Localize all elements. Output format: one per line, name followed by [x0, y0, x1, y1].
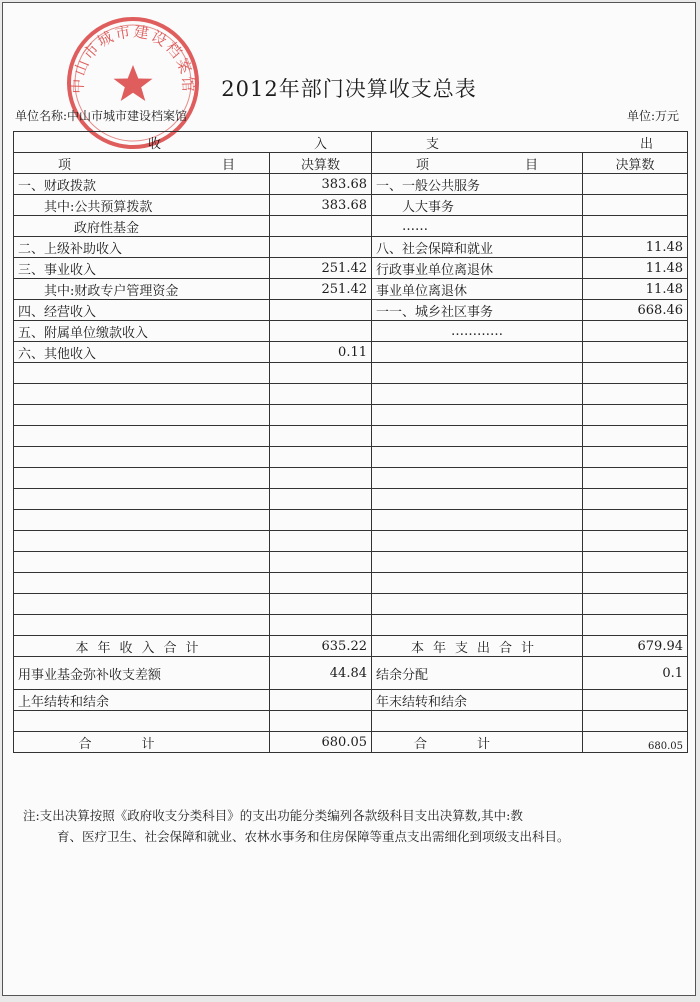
empty-row: [14, 711, 688, 732]
expense-item-header-right: 目: [524, 157, 538, 173]
footnote-line-1: 注:支出决算按照《政府收支分类科目》的支出功能分类编列各款级科目支出决算数,其中:教: [23, 808, 523, 823]
income-item-header: [14, 153, 270, 174]
income-item: 政府性基金: [14, 216, 270, 237]
expense-amount-header: 决算数: [583, 153, 688, 174]
expense-value: 11.48: [583, 237, 688, 258]
fund-row: [14, 657, 688, 690]
table-row: [14, 321, 688, 342]
footnote: [23, 805, 681, 847]
year-total-row: [14, 636, 688, 657]
income-item-header-right: 目: [221, 157, 235, 173]
surplus-distribution-label: 结余分配: [372, 657, 583, 690]
expense-item: 一一、城乡社区事务: [372, 300, 583, 321]
income-value: [270, 216, 372, 237]
income-value: 251.42: [270, 279, 372, 300]
empty-row: [14, 384, 688, 405]
grand-total-income-label: [14, 732, 270, 753]
table-row: [14, 258, 688, 279]
expense-item: 行政事业单位离退休: [372, 258, 583, 279]
expense-header-left: 支: [426, 136, 440, 152]
expense-section-header: [372, 132, 688, 153]
unit-name-label: 单位名称:: [15, 109, 68, 123]
carry-row: [14, 690, 688, 711]
expense-item: 八、社会保障和就业: [372, 237, 583, 258]
year-expense-total-label: 本年支出合计: [372, 636, 583, 657]
income-item: 一、财政拨款: [14, 174, 270, 195]
expense-item: [372, 342, 583, 363]
table-header-row-1: [14, 132, 688, 153]
prev-carry-label: 上年结转和结余: [14, 690, 270, 711]
empty-row: [14, 405, 688, 426]
income-header-right: 入: [313, 136, 327, 152]
expense-value: [583, 321, 688, 342]
svg-text:中山市城市建设档案馆: 中山市城市建设档案馆: [68, 22, 198, 94]
expense-value: [583, 342, 688, 363]
year-income-total-value: 635.22: [270, 636, 372, 657]
income-item: 其中:财政专户管理资金: [14, 279, 270, 300]
income-value: 0.11: [270, 342, 372, 363]
empty-row: [14, 573, 688, 594]
fund-label: 用事业基金弥补收支差额: [14, 657, 270, 690]
grand-total-expense-label: [372, 732, 583, 753]
year-income-total-label: 本年收入合计: [14, 636, 270, 657]
table-row: [14, 216, 688, 237]
grand-total-expense-value: 680.05: [583, 732, 688, 753]
currency-unit: 单位:万元: [626, 109, 679, 123]
expense-item-header: [372, 153, 583, 174]
income-item: 四、经营收入: [14, 300, 270, 321]
expense-value: [583, 174, 688, 195]
empty-row: [14, 447, 688, 468]
income-value: 383.68: [270, 195, 372, 216]
empty-row: [14, 615, 688, 636]
fund-value: 44.84: [270, 657, 372, 690]
document-title: 2012年部门决算收支总表: [221, 77, 477, 101]
document-page: [2, 2, 696, 996]
income-value: 383.68: [270, 174, 372, 195]
income-item: 三、事业收入: [14, 258, 270, 279]
empty-row: [14, 363, 688, 384]
income-item: 五、附属单位缴款收入: [14, 321, 270, 342]
table-row: [14, 195, 688, 216]
grand-total-row: [14, 732, 688, 753]
grand-total-income-label-text: 合计: [78, 736, 205, 752]
budget-table: [13, 131, 688, 753]
expense-value: 11.48: [583, 258, 688, 279]
empty-row: [14, 468, 688, 489]
table-row: [14, 300, 688, 321]
income-value: [270, 300, 372, 321]
expense-item: 事业单位离退休: [372, 279, 583, 300]
unit-name-value: 中山市城市建设档案馆: [67, 109, 188, 123]
expense-item: …………: [372, 321, 583, 342]
table-row: [14, 279, 688, 300]
surplus-distribution-value: 0.1: [583, 657, 688, 690]
income-item: 六、其他收入: [14, 342, 270, 363]
expense-value: [583, 195, 688, 216]
income-item-header-left: 项: [58, 157, 72, 173]
table-row: [14, 237, 688, 258]
income-value: [270, 237, 372, 258]
expense-value: 11.48: [583, 279, 688, 300]
expense-item: 一、一般公共服务: [372, 174, 583, 195]
income-value: [270, 321, 372, 342]
income-item: 二、上级补助收入: [14, 237, 270, 258]
table-row: [14, 342, 688, 363]
expense-item: 人大事务: [372, 195, 583, 216]
empty-row: [14, 531, 688, 552]
empty-row: [14, 594, 688, 615]
footnote-line-2: 育、医疗卫生、社会保障和就业、农林水事务和住房保障等重点支出需细化到项级支出科目。: [57, 829, 570, 844]
table-row: [14, 174, 688, 195]
empty-row: [14, 510, 688, 531]
unit-name-line: [15, 107, 187, 124]
expense-item-header-left: 项: [416, 157, 430, 173]
empty-row: [14, 426, 688, 447]
end-carry-value: [583, 690, 688, 711]
empty-row: [14, 489, 688, 510]
income-header-left: 收: [148, 136, 162, 152]
table-header-row-2: [14, 153, 688, 174]
grand-total-income-value: 680.05: [270, 732, 372, 753]
expense-header-right: 出: [639, 136, 653, 152]
empty-row: [14, 552, 688, 573]
grand-total-expense-label-text: 合计: [413, 736, 540, 752]
year-expense-total-value: 679.94: [583, 636, 688, 657]
prev-carry-value: [270, 690, 372, 711]
end-carry-label: 年末结转和结余: [372, 690, 583, 711]
expense-item: ……: [372, 216, 583, 237]
income-item: 其中:公共预算拨款: [14, 195, 270, 216]
income-amount-header: 决算数: [270, 153, 372, 174]
expense-value: 668.46: [583, 300, 688, 321]
income-value: 251.42: [270, 258, 372, 279]
income-section-header: [14, 132, 372, 153]
expense-value: [583, 216, 688, 237]
